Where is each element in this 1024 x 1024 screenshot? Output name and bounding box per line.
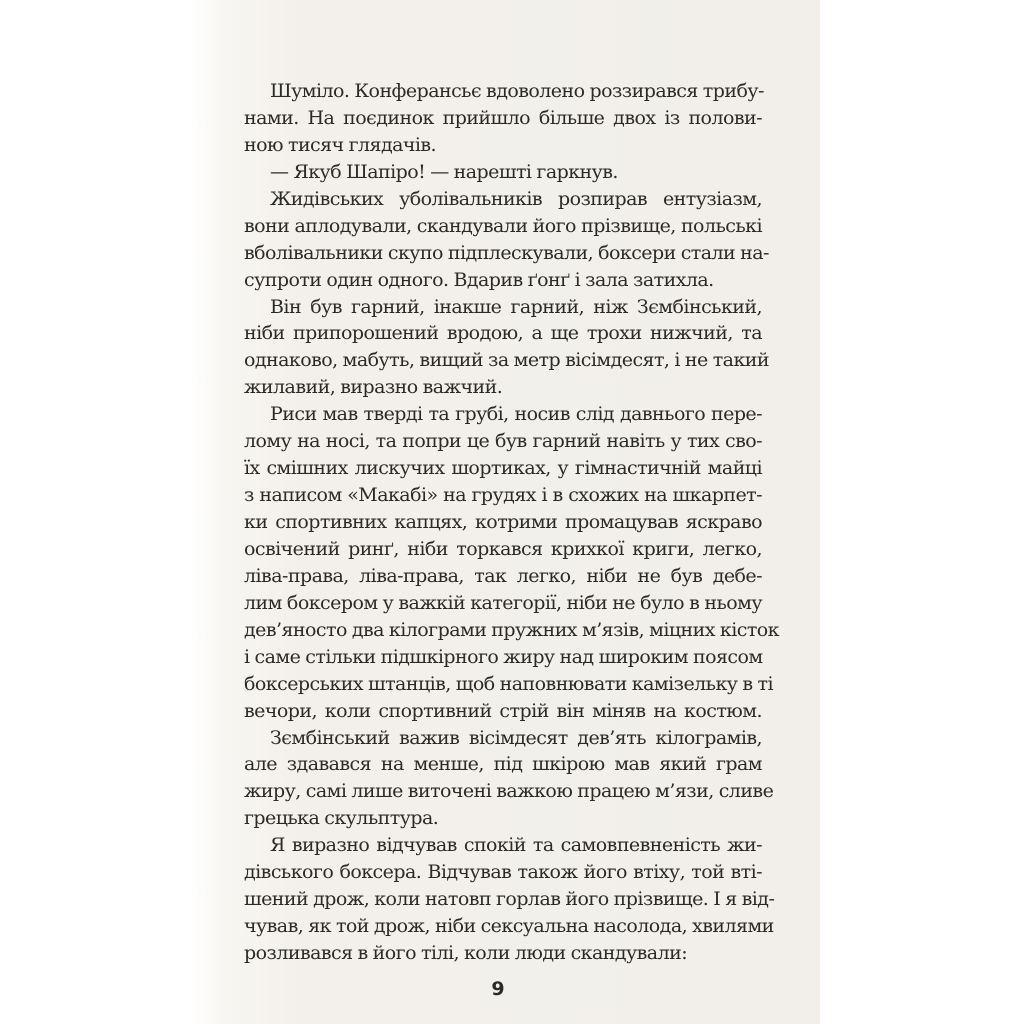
text-line: боксерських штанців, щоб наповнювати камізельку в ті [244, 672, 774, 695]
text-line: ки спортивних капцях, котрими промацував яскраво [244, 511, 762, 533]
text-line: Шуміло. Конферансьє вдоволено роззирався трибу- [270, 80, 764, 102]
text-line: але здавався на менше, під шкірою мав який грам [244, 753, 762, 776]
text-line: шений дрож, коли натовп горлав його прізвище. І я від- [244, 888, 775, 911]
text-line: лим боксером у важкій категорії, ніби не було в ньому [244, 591, 762, 614]
text-line: вечори, коли спортивний стрій він міняв на костюм. [244, 699, 762, 722]
text-line: жилавий, виразно важчий. [244, 376, 503, 399]
text-line: дівського боксера. Відчував також його втіху, той вті- [244, 861, 762, 884]
body-text [244, 78, 780, 967]
text-line: вони аплодували, скандували його прізвище, польські [244, 214, 762, 237]
text-line: лому на носі, та попри це був гарний навіть у тих сво- [244, 430, 762, 453]
text-line: їх смішних лискучих шортиках, у гімнастичній майці [244, 457, 762, 480]
text-line: нами. На поєдинок прийшло більше двох із полови- [244, 106, 762, 129]
text-line: Він був гарний, інакше гарний, ніж Зємбінський, [270, 295, 762, 318]
text-line: — Якуб Шапіро! — нарешті гаркнув. [270, 160, 618, 183]
text-line: супроти один одного. Вдарив ґонґ і зала затихла. [244, 268, 714, 291]
text-line: Я виразно відчував спокій та самовпевненість жи- [270, 834, 762, 857]
text-line: і саме стільки підшкірного жиру над широким поясом [244, 645, 763, 668]
text-line: Риси мав тверді та грубі, носив слід давнього пере- [270, 403, 762, 426]
text-line: вболівальники скупо підплескували, боксери стали на- [244, 241, 769, 264]
text-line: з написом «Макабі» на грудях і в схожих на шкарпет- [244, 484, 762, 507]
text-line: дев’яносто два кілограми пружних м’язів, міцних кісток [244, 618, 780, 641]
text-line: Зємбінський важив вісімдесят дев’ять кілограмів, [270, 726, 762, 749]
text-line: Жидівських уболівальників розпирав ентузіазм, [270, 187, 762, 210]
text-line: жиру, самі лише виточені важкою працею м’язи, сливе [244, 780, 774, 803]
text-line: ніби припорошений вродою, а ще трохи нижчий, та [244, 322, 762, 345]
text-line: ною тисяч глядачів. [244, 133, 437, 156]
text-line: чував, як той дрож, ніби сексуальна насолода, хвилями [244, 915, 774, 938]
text-line: освічений ринґ, ніби торкався крихкої криги, легко, [244, 537, 762, 560]
text-line: розливався в його тілі, коли люди скандували: [244, 942, 688, 964]
text-line: однаково, мабуть, вищий за метр вісімдесят, і не такий [244, 349, 770, 372]
page-number: 9 [491, 978, 505, 1000]
text-line: грецька скульптура. [244, 807, 439, 830]
text-line: ліва-права, ліва-права, так легко, ніби не був дебе- [244, 564, 762, 587]
